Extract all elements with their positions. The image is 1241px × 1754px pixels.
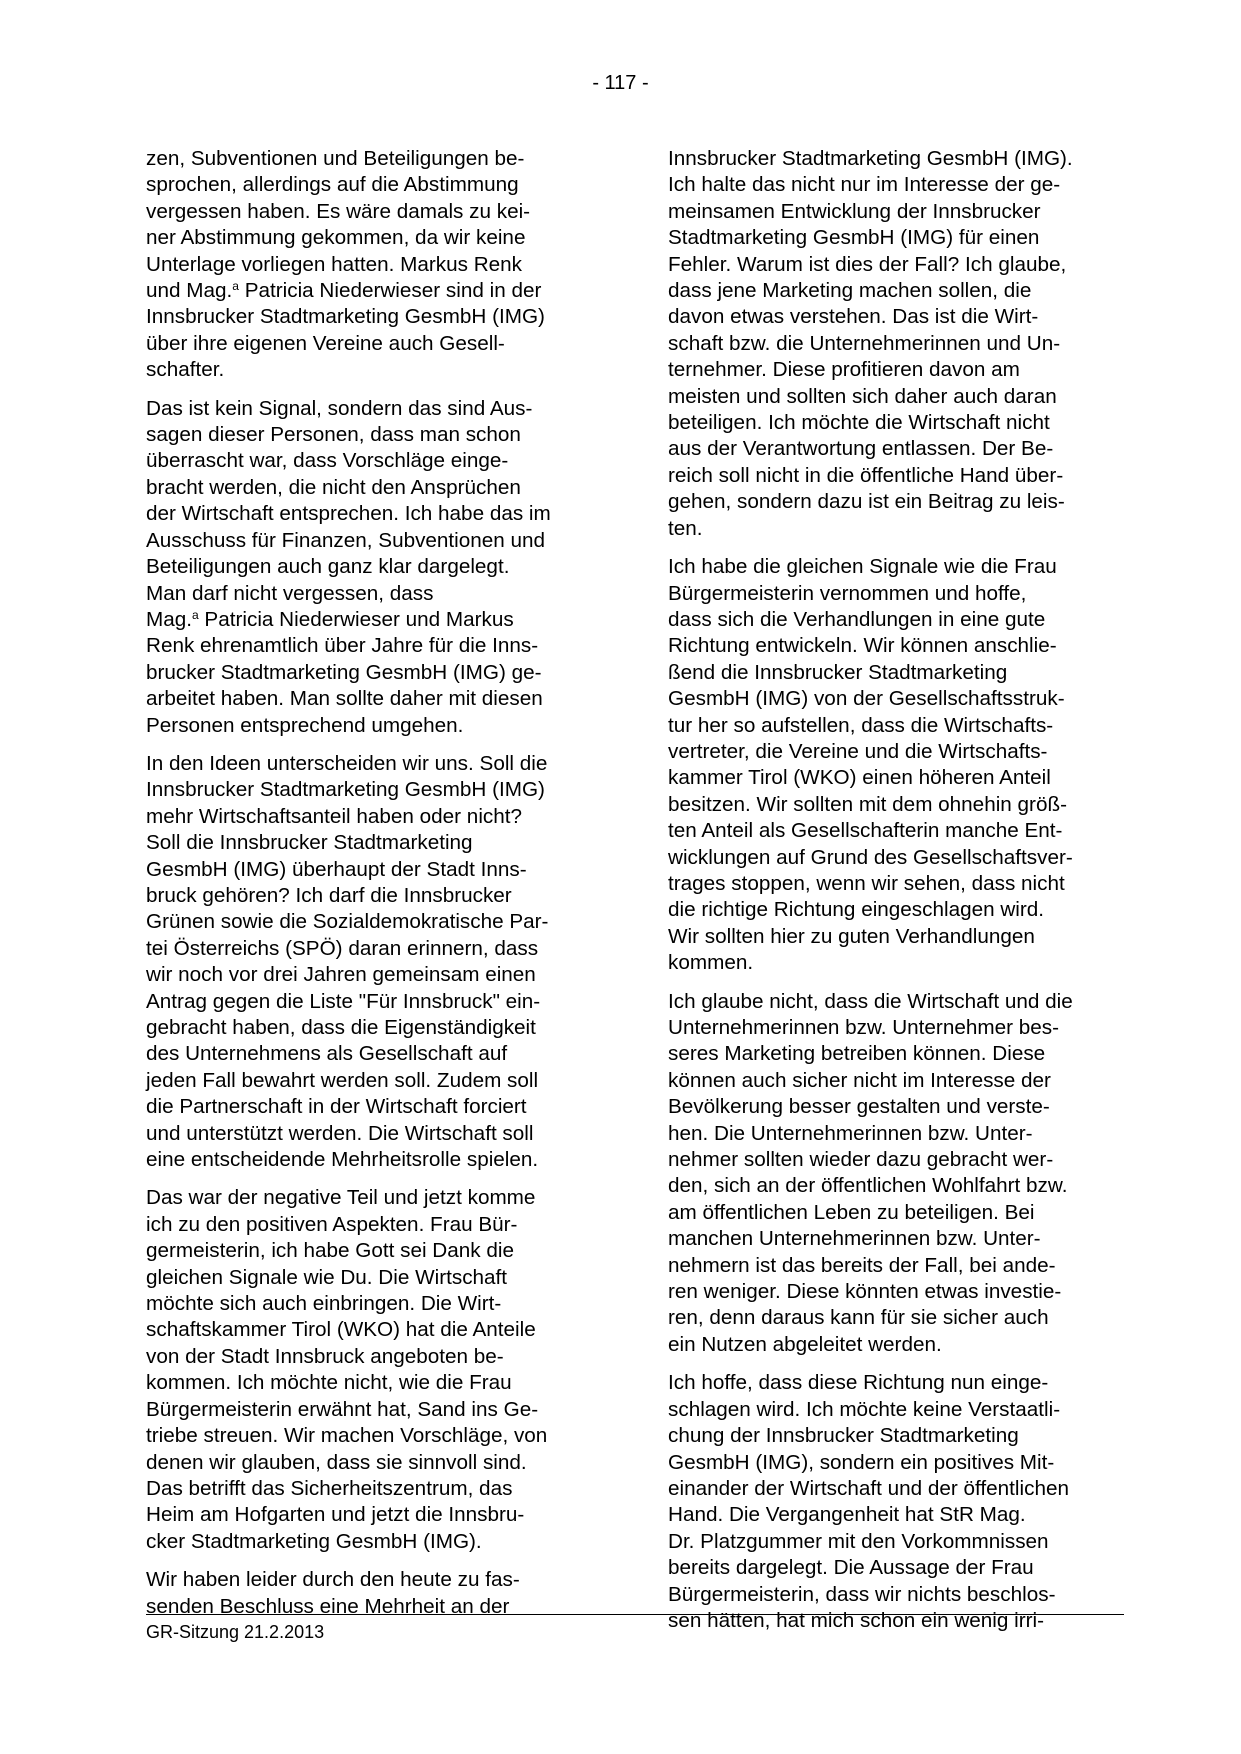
text-line: In den Ideen unterscheiden wir uns. Soll die: [146, 751, 548, 775]
text-line: GesmbH (IMG) von der Gesellschaftsstruk-: [668, 687, 1065, 711]
text-line: gleichen Signale wie Du. Die Wirtschaft: [146, 1265, 508, 1289]
text-line: jeden Fall bewahrt werden soll. Zudem soll: [146, 1068, 539, 1092]
text-segment: und Mag.: [146, 279, 233, 303]
text-line: Ausschuss für Finanzen, Subventionen und: [146, 528, 546, 552]
text-line: vertreter, die Vereine und die Wirtschafts-: [668, 739, 1048, 763]
text-line: ßend die Innsbrucker Stadtmarketing: [668, 660, 1008, 684]
paragraph: [146, 751, 608, 1174]
text-line: kammer Tirol (WKO) einen höheren Anteil: [668, 766, 1051, 790]
text-line: arbeitet haben. Man sollte daher mit diesen: [146, 687, 543, 711]
text-line: hen. Die Unternehmerinnen bzw. Unter-: [668, 1121, 1033, 1145]
text-line: [146, 607, 608, 633]
superscript: a: [192, 607, 199, 622]
text-line: schaft bzw. die Unternehmerinnen und Un-: [668, 331, 1061, 355]
text-line: Soll die Innsbrucker Stadtmarketing: [146, 831, 473, 855]
text-line: seres Marketing betreiben können. Diese: [668, 1042, 1046, 1066]
text-line: Unterlage vorliegen hatten. Markus Renk: [146, 252, 523, 276]
text-line: können auch sicher nicht im Interesse der: [668, 1068, 1051, 1092]
text-line: möchte sich auch einbringen. Die Wirt-: [146, 1292, 502, 1316]
text-line: Ich hoffe, dass diese Richtung nun einge-: [668, 1371, 1049, 1395]
text-line: der Wirtschaft entsprechen. Ich habe das im: [146, 502, 551, 526]
text-line: ich zu den positiven Aspekten. Frau Bür-: [146, 1212, 518, 1236]
text-line: Innsbrucker Stadtmarketing GesmbH (IMG).: [668, 147, 1073, 170]
text-line: ten Anteil als Gesellschafterin manche Ent-: [668, 819, 1063, 843]
paragraph: [668, 554, 1130, 977]
text-line: Hand. Die Vergangenheit hat StR Mag.: [668, 1503, 1026, 1527]
text-line: meinsamen Entwicklung der Innsbrucker: [668, 199, 1041, 223]
text-line: bereits dargelegt. Die Aussage der Frau: [668, 1556, 1034, 1580]
text-line: sagen dieser Personen, dass man schon: [146, 423, 521, 447]
text-line: gebracht haben, dass die Eigenständigkeit: [146, 1016, 536, 1039]
text-line: den, sich an der öffentlichen Wohlfahrt bzw.: [668, 1174, 1068, 1198]
text-line: eine entscheidende Mehrheitsrolle spielen.: [146, 1148, 539, 1172]
superscript: a: [232, 279, 239, 294]
text-line: und unterstützt werden. Die Wirtschaft soll: [146, 1121, 534, 1145]
text-line: dass sich die Verhandlungen in eine gute: [668, 607, 1046, 631]
text-line: GesmbH (IMG) überhaupt der Stadt Inns-: [146, 857, 527, 881]
page-number: - 117 -: [592, 72, 649, 94]
text-segment: Mag.: [146, 607, 192, 631]
left-column: [146, 146, 608, 1632]
text-line: bruck gehören? Ich darf die Innsbrucker: [146, 883, 512, 907]
text-line: dass jene Marketing machen sollen, die: [668, 279, 1032, 303]
paragraph: [668, 989, 1130, 1359]
text-line: sprochen, allerdings auf die Abstimmung: [146, 173, 519, 197]
text-line: Bürgermeisterin vernommen und hoffe,: [668, 581, 1027, 605]
text-line: Das war der negative Teil und jetzt komme: [146, 1186, 536, 1210]
text-line: ein Nutzen abgeleitet werden.: [668, 1332, 942, 1356]
paragraph: [146, 1185, 608, 1555]
footer-session-label: GR-Sitzung 21.2.2013: [146, 1622, 325, 1642]
text-line: gehen, sondern dazu ist ein Beitrag zu leis-: [668, 490, 1065, 514]
text-line: vergessen haben. Es wäre damals zu kei-: [146, 199, 531, 223]
text-line: beteiligen. Ich möchte die Wirtschaft nicht: [668, 411, 1050, 435]
text-line: tei Österreichs (SPÖ) daran erinnern, dass: [146, 936, 539, 960]
text-line: Man darf nicht vergessen, dass: [146, 581, 434, 605]
text-line: über ihre eigenen Vereine auch Gesell-: [146, 331, 505, 355]
text-line: Beteiligungen auch ganz klar dargelegt.: [146, 555, 510, 579]
text-line: cker Stadtmarketing GesmbH (IMG).: [146, 1529, 482, 1553]
text-line: ternehmer. Diese profitieren davon am: [668, 358, 1020, 382]
paragraph: [668, 146, 1130, 542]
text-line: zen, Subventionen und Beteiligungen be-: [146, 147, 525, 170]
text-segment: Patricia Niederwieser sind in der: [238, 279, 542, 303]
text-line: Bürgermeisterin erwähnt hat, Sand ins Ge-: [146, 1397, 539, 1421]
text-line: GesmbH (IMG), sondern ein positives Mit-: [668, 1450, 1055, 1474]
text-line: reich soll nicht in die öffentliche Hand über-: [668, 463, 1064, 487]
paragraph: [146, 1567, 608, 1620]
text-line: Innsbrucker Stadtmarketing GesmbH (IMG): [146, 778, 545, 802]
text-line: Ich glaube nicht, dass die Wirtschaft und die: [668, 989, 1073, 1013]
text-line: ren weniger. Diese könnten etwas investie-: [668, 1280, 1062, 1304]
text-line: Innsbrucker Stadtmarketing GesmbH (IMG): [146, 305, 545, 329]
text-line: Dr. Platzgummer mit den Vorkommnissen: [668, 1529, 1049, 1553]
text-line: senden Beschluss eine Mehrheit an der: [146, 1594, 510, 1618]
text-line: wir noch vor drei Jahren gemeinsam einen: [146, 963, 536, 987]
text-line: ten.: [668, 516, 703, 540]
text-line: trages stoppen, wenn wir sehen, dass nicht: [668, 871, 1065, 895]
text-line: Bevölkerung besser gestalten und verste-: [668, 1095, 1050, 1119]
text-line: die richtige Richtung eingeschlagen wird.: [668, 898, 1045, 922]
text-line: sen hätten, hat mich schon ein wenig irri-: [668, 1608, 1045, 1632]
text-line: Richtung entwickeln. Wir können anschlie-: [668, 634, 1057, 658]
text-line: kommen.: [668, 951, 754, 975]
text-line: triebe streuen. Wir machen Vorschläge, von: [146, 1424, 548, 1448]
text-line: des Unternehmens als Gesellschaft auf: [146, 1042, 508, 1066]
text-line: wicklungen auf Grund des Gesellschaftsver-: [668, 845, 1073, 869]
text-line: am öffentlichen Leben zu beteiligen. Bei: [668, 1200, 1035, 1224]
text-line: einander der Wirtschaft und der öffentlichen: [668, 1476, 1069, 1500]
text-line: überrascht war, dass Vorschläge einge-: [146, 449, 509, 473]
text-line: schafter.: [146, 358, 225, 382]
text-line: Personen entsprechend umgehen.: [146, 713, 464, 737]
text-line: manchen Unternehmerinnen bzw. Unter-: [668, 1227, 1041, 1251]
footer-divider: [146, 1614, 1124, 1615]
text-line: von der Stadt Innsbruck angeboten be-: [146, 1344, 504, 1368]
text-line: ner Abstimmung gekommen, da wir keine: [146, 226, 526, 250]
paragraph: [668, 1370, 1130, 1634]
text-line: nehmern ist das bereits der Fall, bei ande-: [668, 1253, 1056, 1277]
text-line: brucker Stadtmarketing GesmbH (IMG) ge-: [146, 660, 542, 684]
text-line: Wir sollten hier zu guten Verhandlungen: [668, 924, 1035, 948]
text-line: besitzen. Wir sollten mit dem ohnehin größ-: [668, 792, 1067, 816]
text-line: Fehler. Warum ist dies der Fall? Ich glaube,: [668, 252, 1067, 276]
text-line: germeisterin, ich habe Gott sei Dank die: [146, 1239, 514, 1263]
text-line: Antrag gegen die Liste "Für Innsbruck" ein-: [146, 989, 541, 1013]
text-line: tur her so aufstellen, dass die Wirtschafts-: [668, 713, 1054, 737]
text-line: Bürgermeisterin, dass wir nichts beschlos-: [668, 1582, 1056, 1606]
text-line: die Partnerschaft in der Wirtschaft forciert: [146, 1095, 527, 1119]
text-segment: Patricia Niederwieser und Markus: [198, 607, 514, 631]
text-line: ren, denn daraus kann für sie sicher auch: [668, 1306, 1049, 1330]
text-line: nehmer sollten wieder dazu gebracht wer-: [668, 1148, 1054, 1172]
text-line: kommen. Ich möchte nicht, wie die Frau: [146, 1371, 512, 1395]
text-line: [146, 278, 608, 304]
text-line: Wir haben leider durch den heute zu fas-: [146, 1568, 520, 1592]
text-line: schlagen wird. Ich möchte keine Verstaatli-: [668, 1397, 1061, 1421]
text-line: aus der Verantwortung entlassen. Der Be-: [668, 437, 1054, 461]
right-column: [668, 146, 1130, 1646]
text-line: davon etwas verstehen. Das ist die Wirt-: [668, 305, 1039, 329]
text-line: schaftskammer Tirol (WKO) hat die Anteile: [146, 1318, 536, 1342]
text-line: Heim am Hofgarten und jetzt die Innsbru-: [146, 1503, 525, 1527]
text-line: Ich halte das nicht nur im Interesse der ge-: [668, 173, 1061, 197]
text-line: Ich habe die gleichen Signale wie die Frau: [668, 555, 1057, 579]
text-line: Unternehmerinnen bzw. Unternehmer bes-: [668, 1016, 1059, 1039]
paragraph: [146, 396, 608, 739]
text-line: Das ist kein Signal, sondern das sind Aus-: [146, 396, 533, 420]
text-line: meisten und sollten sich daher auch daran: [668, 384, 1057, 408]
text-line: Renk ehrenamtlich über Jahre für die Inns-: [146, 634, 539, 658]
text-line: chung der Innsbrucker Stadtmarketing: [668, 1424, 1019, 1448]
text-line: Grünen sowie die Sozialdemokratische Par-: [146, 910, 549, 934]
text-line: Das betrifft das Sicherheitszentrum, das: [146, 1476, 513, 1500]
text-line: denen wir glauben, dass sie sinnvoll sind.: [146, 1450, 527, 1474]
paragraph: [146, 146, 608, 384]
text-line: bracht werden, die nicht den Ansprüchen: [146, 475, 521, 499]
text-line: Stadtmarketing GesmbH (IMG) für einen: [668, 226, 1040, 250]
text-line: mehr Wirtschaftsanteil haben oder nicht?: [146, 804, 523, 828]
